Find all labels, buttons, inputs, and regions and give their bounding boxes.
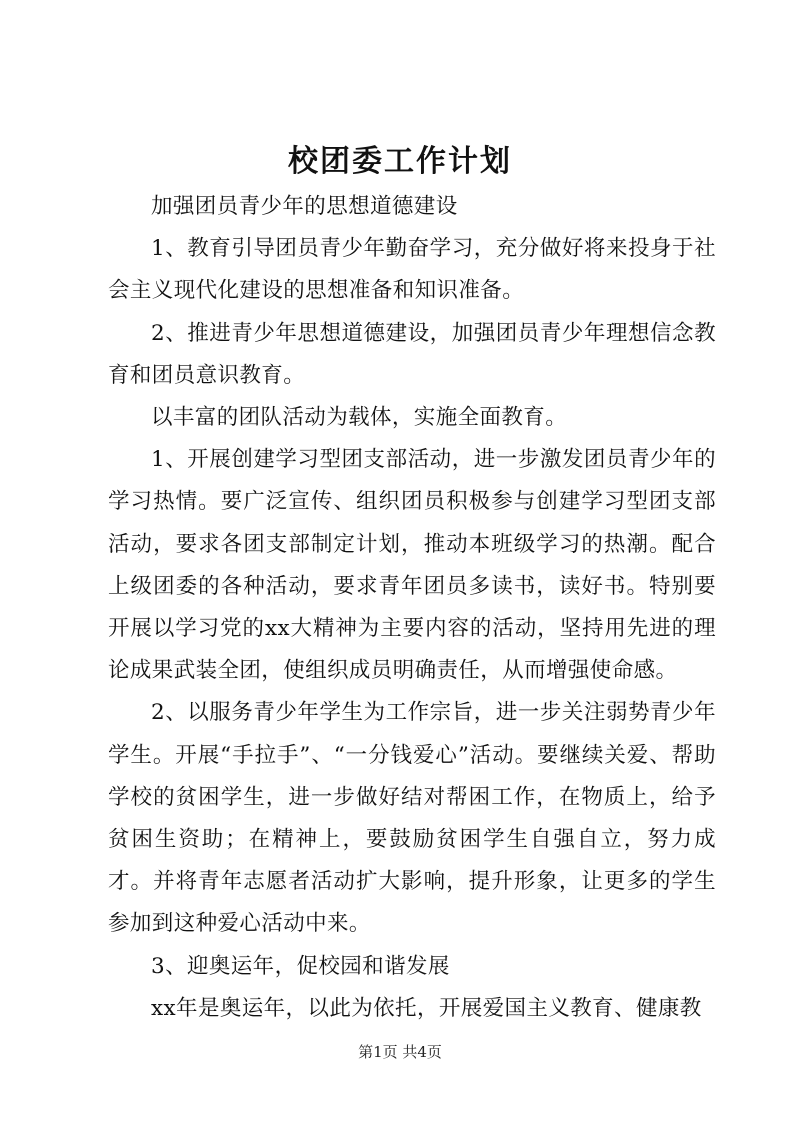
document-body — [108, 186, 716, 1030]
paragraph-item-4: 2、以服务青少年学生为工作宗旨，进一步关注弱势青少年学生。开展“手拉手”、“一分钱爱心”活动。要继续关爱、帮助学校的贫困学生，进一步做好结对帮困工作，在物质上，给予贫困生资助；在精神上，要鼓励贫困学生自强自立，努力成才。并将青年志愿者活动扩大影响，提升形象，让更多的学生参加到这种爱心活动中来。 — [108, 700, 716, 937]
paragraph-item-6: xx年是奥运年，以此为依托，开展爱国主义教育、健康教 — [151, 995, 702, 1021]
paragraph-item-2: 2、推进青少年思想道德建设，加强团员青少年理想信念教育和团员意识教育。 — [108, 320, 716, 388]
paragraph-item-3: 1、开展创建学习型团支部活动，进一步激发团员青少年的学习热情。要广泛宣传、组织团员积极参与创建学习型团支部活动，要求各团支部制定计划，推动本班级学习的热潮。配合上级团委的各种活动，要求青年团员多读书，读好书。特别要开展以学习党的xx大精神为主要内容的活动，坚持用先进的理论成果武装全团，使组织成员明确责任，从而增强使命感。 — [108, 447, 716, 684]
paragraph-section-heading-1: 加强团员青少年的思想道德建设 — [151, 194, 458, 219]
paragraph-item-1: 1、教育引导团员青少年勤奋学习，充分做好将来投身于社会主义现代化建设的思想准备和知识准备。 — [108, 236, 716, 304]
document-title: 校团委工作计划 — [288, 144, 512, 179]
paragraph-section-heading-2: 以丰富的团队活动为载体，实施全面教育。 — [151, 405, 568, 431]
paragraph-item-5: 3、迎奥运年，促校园和谐发展 — [151, 953, 450, 979]
page-footer: 第1页 共4页 — [358, 1043, 442, 1061]
